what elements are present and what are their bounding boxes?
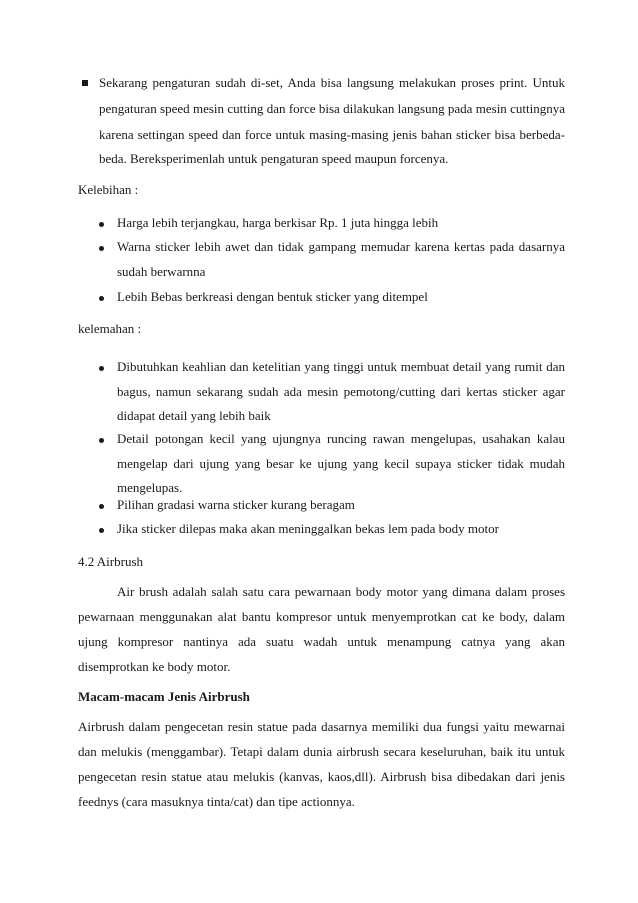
round-bullet-icon: [99, 246, 104, 251]
intro-line: beda. Bereksperimenlah untuk pengaturan speed maupun forcenya.: [99, 151, 449, 166]
kelemahan-item-line: mengelupas.: [117, 480, 183, 495]
kelebihan-item-line: sudah berwarnna: [117, 264, 206, 279]
paragraph-line: feednys (cara masuknya tinta/cat) dan tipe actionnya.: [78, 794, 355, 809]
kelemahan-item-line: Detail potongan kecil yang ujungnya runcing rawan mengelupas, usahakan kalau: [117, 431, 565, 446]
intro-line: pengaturan speed mesin cutting dan force bisa dilakukan langsung pada mesin cuttingnya: [99, 101, 565, 116]
paragraph-line: disemprotkan ke body motor.: [78, 659, 231, 674]
paragraph-line: Airbrush dalam pengecetan resin statue pada dasarnya memiliki dua fungsi yaitu mewarnai: [78, 719, 565, 734]
kelemahan-heading: kelemahan :: [78, 321, 142, 336]
round-bullet-icon: [99, 366, 104, 371]
kelemahan-item-line: Jika sticker dilepas maka akan meninggalkan bekas lem pada body motor: [117, 521, 499, 536]
round-bullet-icon: [99, 504, 104, 509]
kelemahan-item-line: bagus, namun sekarang sudah ada mesin pemotong/cutting dari kertas sticker agar: [117, 384, 565, 399]
round-bullet-icon: [99, 438, 104, 443]
kelemahan-item-line: Pilihan gradasi warna sticker kurang beragam: [117, 497, 355, 512]
kelemahan-item-line: mengelap dari ujung yang besar ke ujung yang kecil supaya sticker tidak mudah: [117, 456, 565, 471]
kelebihan-item-line: Warna sticker lebih awet dan tidak gampang memudar karena kertas pada dasarnya: [117, 239, 565, 254]
kelebihan-item-line: Lebih Bebas berkreasi dengan bentuk sticker yang ditempel: [117, 289, 428, 304]
round-bullet-icon: [99, 528, 104, 533]
intro-line: karena settingan speed dan force untuk masing-masing jenis bahan sticker bisa berbeda-: [99, 127, 565, 142]
round-bullet-icon: [99, 222, 104, 227]
paragraph-line: dan melukis (menggambar). Tetapi dalam dunia airbrush secara keseluruhan, baik itu untuk: [78, 744, 565, 759]
kelemahan-item-line: didapat detail yang lebih baik: [117, 408, 271, 423]
paragraph-line: ujung kompresor nantinya ada suatu wadah untuk menampung catnya yang akan: [78, 634, 565, 649]
square-bullet-icon: [82, 80, 88, 86]
kelemahan-item-line: Dibutuhkan keahlian dan ketelitian yang tinggi untuk membuat detail yang rumit dan: [117, 359, 565, 374]
section-heading: 4.2 Airbrush: [78, 554, 143, 569]
intro-line: Sekarang pengaturan sudah di-set, Anda bisa langsung melakukan proses print. Untuk: [99, 75, 565, 90]
kelebihan-item-line: Harga lebih terjangkau, harga berkisar Rp. 1 juta hingga lebih: [117, 215, 439, 230]
kelebihan-heading: Kelebihan :: [78, 182, 139, 197]
paragraph-line: pengecetan resin statue atau melukis (kanvas, kaos,dll). Airbrush bisa dibedakan dari jenis: [78, 769, 565, 784]
subsection-heading: Macam-macam Jenis Airbrush: [78, 689, 250, 704]
paragraph-line: Air brush adalah salah satu cara pewarnaan body motor yang dimana dalam proses: [117, 584, 565, 599]
round-bullet-icon: [99, 296, 104, 301]
paragraph-line: pewarnaan menggunakan alat bantu kompresor untuk menyemprotkan cat ke body, dalam: [78, 609, 565, 624]
